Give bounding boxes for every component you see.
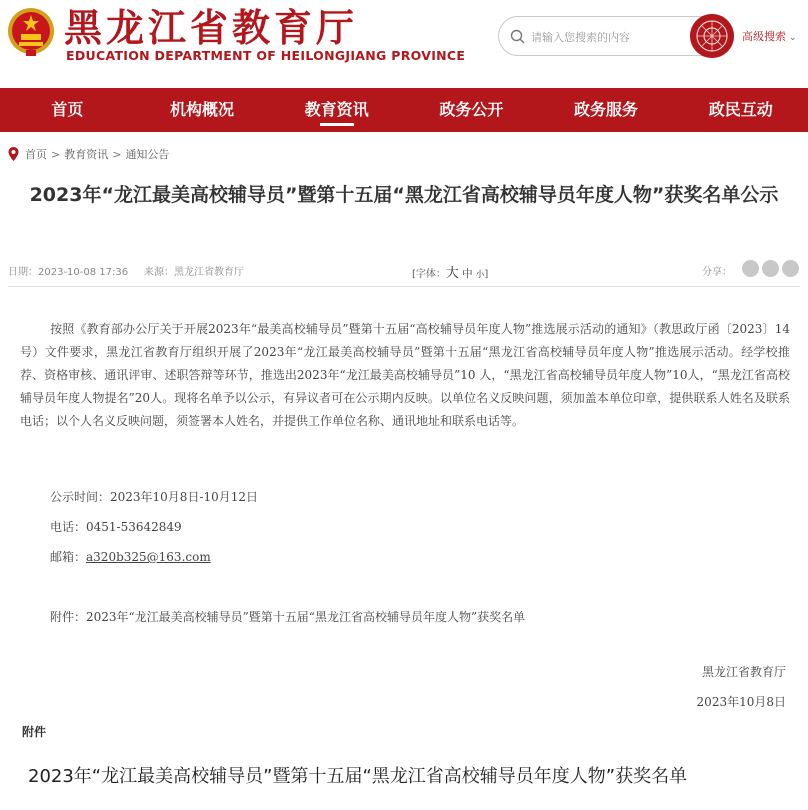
article-title: 2023年“龙江最美高校辅导员”暨第十五届“黑龙江省高校辅导员年度人物”获奖名单公示 bbox=[29, 184, 779, 206]
nav-item-government-services[interactable]: 政务服务 bbox=[574, 100, 639, 119]
main-nav bbox=[0, 88, 808, 132]
nav-item-education-news[interactable]: 教育资讯 bbox=[269, 88, 404, 132]
site-header bbox=[0, 0, 808, 88]
nav-item-home[interactable]: 首页 bbox=[51, 100, 84, 119]
breadcrumb-education-news[interactable]: 教育资讯 bbox=[64, 148, 109, 161]
site-subtitle: EDUCATION DEPARTMENT OF HEILONGJIANG PROVINCE bbox=[66, 48, 466, 63]
font-size-small[interactable]: 小 bbox=[475, 270, 485, 280]
font-size-selector bbox=[412, 262, 488, 281]
share-label: 分享： bbox=[702, 267, 732, 278]
article-paragraph-text: 按照《教育部办公厅关于开展2023年“最美高校辅导员”暨第十五届“高校辅导员年度人物”推选展示活动的通知》（教思政厅函〔2023〕14 号）文件要求，黑龙江省教育厅组织开展了2023年“龙江最美高校辅导员”暨第十五届“黑龙江省高校辅导员年度人物”推选展示活动。经学校推荐、资格审核、通讯评审、述职答辩等环节，推选出2023年“龙江最美高校辅导员”10 人，“黑龙江省高校辅导员年度人物”10人，“黑龙江省高校辅导员年度人物提名”20人。现将名单予以公示，有异议者可在公示期内反映。以单位名义反映问题，须加盖本单位印章，提供联系人姓名及联系电话；以个人名义反映问题，须签署本人姓名，并提供工作单位名称、通讯地址和联系电话等。 bbox=[20, 322, 790, 428]
attachment-link[interactable]: 附件：2023年“龙江最美高校辅导员”暨第十五届“黑龙江省高校辅导员年度人物”获奖名单 bbox=[50, 610, 526, 624]
email-label: 邮箱： bbox=[50, 550, 87, 564]
nav-item-public-interaction[interactable]: 政民互动 bbox=[708, 100, 773, 119]
font-size-medium[interactable]: 中 bbox=[462, 268, 473, 280]
breadcrumb bbox=[8, 146, 169, 162]
search-input[interactable] bbox=[531, 25, 681, 49]
search-button[interactable] bbox=[690, 14, 734, 58]
advanced-search-label: 高级搜索 bbox=[742, 30, 786, 43]
breadcrumb-home[interactable]: 首页 bbox=[25, 148, 47, 161]
location-pin-icon bbox=[8, 147, 19, 161]
contact-email bbox=[50, 548, 211, 565]
article-source: 来源：黑龙江省教育厅 bbox=[144, 267, 244, 278]
font-size-suffix: ] bbox=[484, 269, 489, 280]
share-icons bbox=[742, 260, 802, 277]
attachment-label: 附件 bbox=[22, 725, 47, 739]
qq-share-icon[interactable] bbox=[782, 260, 799, 277]
signature-org: 黑龙江省教育厅 bbox=[701, 665, 786, 679]
contact-phone: 电话：0451-53642849 bbox=[50, 520, 182, 534]
chevron-down-icon: ⌄ bbox=[789, 33, 797, 43]
advanced-search-link[interactable] bbox=[742, 28, 797, 44]
article-paragraph bbox=[20, 318, 790, 433]
wechat-share-icon[interactable] bbox=[762, 260, 779, 277]
nav-item-government-affairs[interactable]: 政务公开 bbox=[439, 100, 504, 119]
font-size-large[interactable]: 大 bbox=[445, 266, 459, 281]
nav-item-organization[interactable]: 机构概况 bbox=[170, 100, 235, 119]
meta-divider bbox=[8, 286, 800, 287]
email-link[interactable]: a320b325@163.com bbox=[86, 550, 211, 564]
breadcrumb-separator: > bbox=[112, 147, 122, 161]
search-icon bbox=[509, 28, 527, 46]
breadcrumb-notices[interactable]: 通知公告 bbox=[125, 148, 170, 161]
signature-date: 2023年10月8日 bbox=[696, 695, 786, 709]
article-date: 日期：2023-10-08 17:36 bbox=[8, 267, 129, 278]
article-meta bbox=[8, 262, 800, 281]
breadcrumb-separator: > bbox=[51, 147, 61, 161]
weibo-share-icon[interactable] bbox=[742, 260, 759, 277]
font-size-prefix: [字体： bbox=[412, 269, 446, 280]
publicity-time: 公示时间：2023年10月8日-10月12日 bbox=[50, 490, 259, 504]
attachment-title: 2023年“龙江最美高校辅导员”暨第十五届“黑龙江省高校辅导员年度人物”获奖名单 bbox=[28, 766, 688, 787]
national-emblem-icon[interactable] bbox=[6, 6, 56, 58]
site-title[interactable]: 黑龙江省教育厅 bbox=[64, 6, 359, 50]
